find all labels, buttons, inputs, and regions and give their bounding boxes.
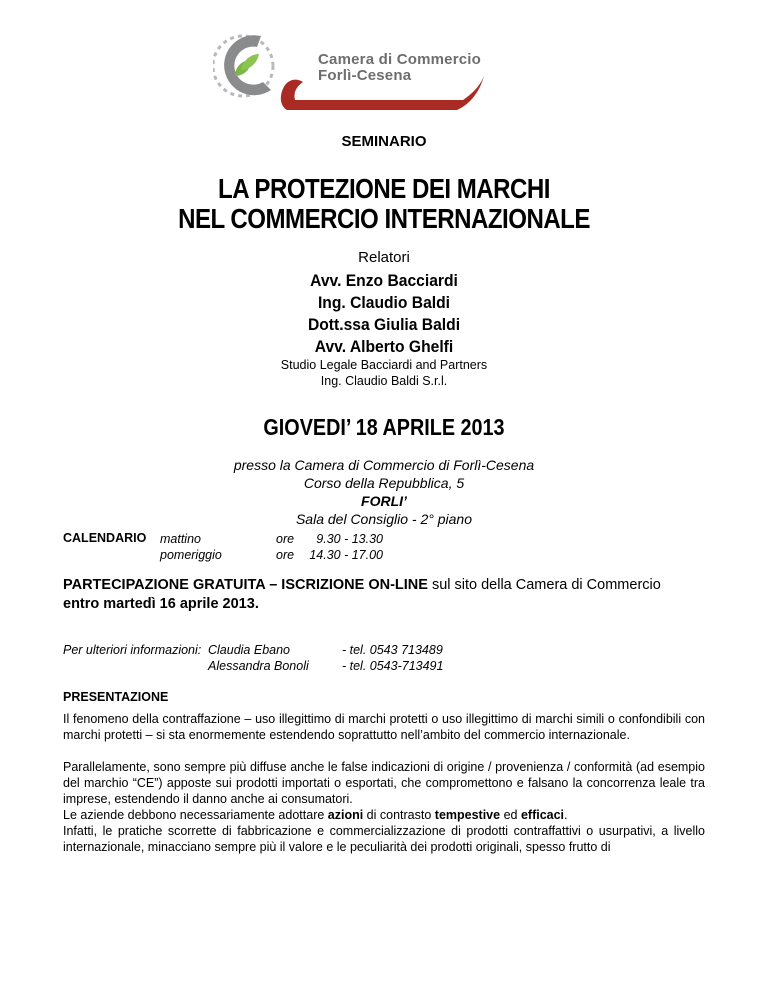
speaker-2: Ing. Claudio Baldi: [317, 293, 451, 312]
cal-part-morning: mattino: [160, 532, 201, 546]
cal-time-afternoon: 14.30 - 17.00: [309, 548, 383, 562]
info-label: Per ulteriori informazioni:: [63, 643, 202, 657]
venue-room: Sala del Consiglio - 2° piano: [295, 511, 473, 527]
contact-name-2: Alessandra Bonoli: [208, 659, 309, 673]
org-name-line2: Forlì-Cesena: [318, 67, 412, 84]
paragraph-1: Il fenomeno della contraffazione – uso illegittimo di marchi protetti o uso illegittimo di marchi simili o confondibili con marchi protetti – si sta enormemente estendendo soprattutto nell’ambito del commercio internazionale.: [63, 712, 705, 742]
relatori-label: Relatori: [358, 249, 410, 266]
event-date: GIOVEDI’ 18 APRILE 2013: [263, 414, 505, 440]
contact-tel-1: - tel. 0543 713489: [342, 643, 443, 657]
cal-ore-morning: ore: [276, 532, 295, 546]
affiliation-1: Studio Legale Bacciardi and Partners: [280, 358, 488, 372]
registration-text: sul sito della Camera di Commercio: [427, 577, 661, 593]
org-name-line1: Camera di Commercio: [318, 51, 482, 68]
contact-tel-2: - tel. 0543-713491: [342, 659, 444, 673]
presentazione-heading: PRESENTAZIONE: [63, 690, 169, 704]
venue-city: FORLI’: [361, 493, 407, 509]
affiliation-2: Ing. Claudio Baldi S.r.l.: [320, 374, 448, 388]
registration-bold: PARTECIPAZIONE GRATUITA – ISCRIZIONE ON-LINE: [63, 577, 428, 593]
event-type: SEMINARIO: [341, 133, 427, 150]
registration-deadline: entro martedì 16 aprile 2013.: [63, 596, 259, 612]
paragraph-2: Parallelamente, sono sempre più diffuse anche le false indicazioni di origine / provenienza / conformità (ad esempio del marchio “CE”) apposte sui prodotti importati o esportati, che compromettono e falsano la concorrenza leale tra imprese, estendendo il danno anche ai consumatori.: [63, 760, 705, 806]
speaker-4: Avv. Alberto Ghelfi: [314, 337, 454, 356]
cal-time-morning: 9.30 - 13.30: [316, 532, 383, 546]
venue-line1: presso la Camera di Commercio di Forlì-Cesena: [233, 457, 535, 473]
contact-name-1: Claudia Ebano: [208, 643, 291, 657]
calendario-label: CALENDARIO: [63, 531, 147, 545]
venue-line2: Corso della Repubblica, 5: [303, 475, 465, 491]
cal-part-afternoon: pomeriggio: [160, 548, 222, 562]
paragraph-4: Infatti, le pratiche scorrette di fabbricazione e commercializzazione di prodotti contraffattivi o usurpativi, a livello internazionale, minacciano sempre più il valore e le peculiarità dei prodotti originali, spesso frutto di: [63, 824, 705, 854]
paragraph-3: Le aziende debbono necessariamente adottare azioni di contrasto tempestive ed efficaci.: [63, 808, 568, 822]
speaker-3: Dott.ssa Giulia Baldi: [307, 315, 461, 334]
title-line2: NEL COMMERCIO INTERNAZIONALE: [178, 203, 590, 234]
title-line1: LA PROTEZIONE DEI MARCHI: [218, 173, 550, 204]
cal-ore-afternoon: ore: [276, 548, 295, 562]
registration-note: [63, 576, 713, 614]
speaker-1: Avv. Enzo Bacciardi: [310, 271, 458, 290]
